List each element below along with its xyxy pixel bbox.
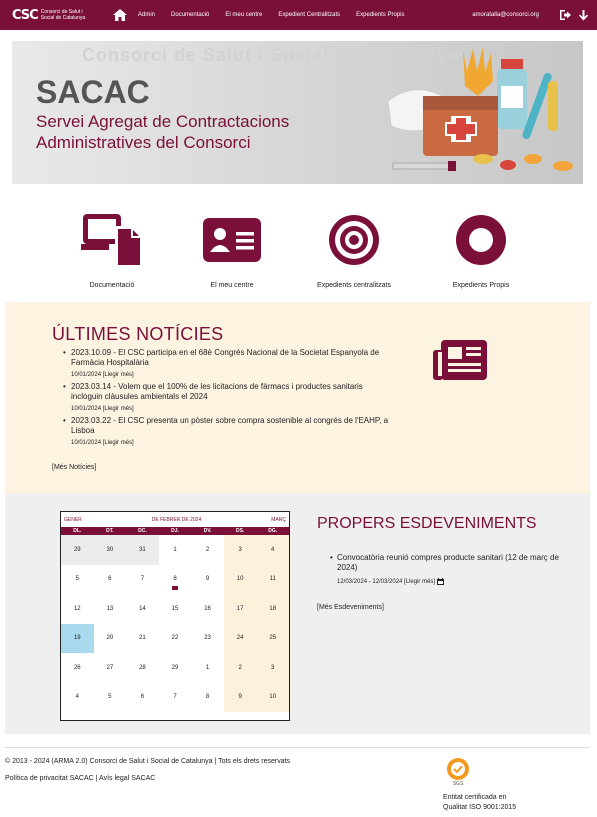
calendar-day[interactable]: 22 — [171, 635, 179, 642]
more-events-link[interactable]: [Més Esdeveniments] — [317, 604, 384, 611]
event-calendar — [60, 511, 290, 721]
footer-separator: | — [93, 775, 100, 782]
calendar-day[interactable]: 24 — [224, 624, 257, 654]
news-item-text[interactable]: • 2023.03.14 - Volem que el 100% de les licitacions de fàrmacs i productes sanitaris incloguin clàusules ambientals el 2024 — [65, 382, 395, 402]
calendar-day-with-event[interactable]: 8 — [159, 565, 192, 595]
calendar-day[interactable]: 5 — [75, 576, 79, 583]
news-item-text[interactable]: • 2023.10.09 - El CSC participa en el 68è Congrés Nacional de la Societat Espanyola de Farmàcia Hospitalària — [65, 348, 395, 368]
events-section — [5, 494, 590, 734]
quick-link-label: Documentació — [89, 282, 135, 289]
news-list — [65, 348, 395, 450]
news-entry — [65, 382, 395, 412]
news-section — [5, 302, 590, 494]
weekday-label: DJ. — [171, 528, 179, 534]
quick-link-expedients-propis[interactable] — [421, 212, 541, 289]
news-item-text[interactable]: • 2023.03.22 - El CSC presenta un pòster sobre compra sostenible al congrés de l'EAHP, a Lisboa — [65, 416, 395, 436]
calendar-prev-month[interactable]: GENER — [64, 516, 82, 523]
calendar-day[interactable]: 26 — [73, 664, 81, 671]
calendar-month-title: DE FEBRER DE 2024 — [151, 516, 202, 523]
news-item-meta[interactable]: 10/01/2024 [Llegir més] — [71, 372, 134, 378]
news-entry — [65, 416, 395, 446]
calendar-day[interactable]: 7 — [140, 576, 145, 583]
news-title: ÚLTIMES NOTÍCIES — [52, 324, 224, 344]
quick-link-expedients-centralitzats[interactable] — [294, 212, 414, 289]
footer-divider — [5, 747, 590, 748]
calendar-day[interactable]: 8 — [205, 694, 210, 701]
sgs-certification-badge-icon — [443, 756, 473, 786]
calendar-day[interactable]: 21 — [139, 635, 146, 642]
hero-banner — [12, 41, 583, 184]
calendar-day[interactable]: 19 — [61, 624, 94, 654]
calendar-header — [61, 512, 289, 527]
weekday-label: DV. — [203, 528, 212, 534]
cert-line-2: Qualitat ISO 9001:2015 — [443, 804, 517, 811]
legal-notice-link[interactable]: Avís legal SACAC — [99, 775, 156, 782]
calendar-day[interactable]: 25 — [256, 624, 289, 654]
top-navbar — [0, 0, 597, 30]
medical-supplies-illustration — [383, 41, 583, 184]
calendar-day[interactable]: 6 — [140, 694, 145, 701]
calendar-day[interactable]: 3 — [256, 653, 289, 683]
weekday-label: DT. — [106, 528, 114, 534]
calendar-day[interactable]: 3 — [224, 535, 257, 565]
event-item-text[interactable]: • Convocatòria reunió compres producte sanitari (12 de març de 2024) — [331, 553, 561, 573]
privacy-policy-link[interactable]: Política de privacitat SACAC — [5, 775, 94, 782]
calendar-day[interactable]: 14 — [139, 605, 146, 612]
nav-link-admin[interactable]: Admin — [138, 12, 156, 18]
calendar-day[interactable]: 27 — [106, 664, 114, 671]
logout-icon[interactable] — [559, 9, 571, 21]
nav-link-expedients-propis[interactable]: Expedients Propis — [356, 12, 405, 18]
quick-link-label: Expedients centralitzats — [317, 282, 391, 289]
iso-certification — [443, 756, 583, 813]
cert-line-1: Entitat certificada en — [443, 794, 507, 801]
user-email[interactable]: amoratalla@consorci.org — [472, 12, 539, 18]
more-news-link[interactable]: [Més Notícies] — [52, 464, 97, 471]
calendar-day[interactable]: 15 — [171, 605, 179, 612]
bullseye-icon — [326, 212, 382, 268]
calendar-day[interactable]: 4 — [256, 535, 289, 565]
home-icon[interactable] — [112, 7, 128, 23]
documents-icon — [81, 212, 143, 268]
download-arrow-icon[interactable] — [577, 9, 589, 21]
quick-link-label: El meu centre — [210, 282, 254, 289]
calendar-day[interactable]: 10 — [224, 565, 257, 595]
circle-dot-icon — [453, 212, 509, 268]
calendar-day[interactable]: 12 — [73, 605, 81, 612]
calendar-day[interactable]: 30 — [94, 535, 127, 565]
news-entry — [65, 348, 395, 378]
footer-copyright: © 2013 - 2024 (ARMA 2.0) Consorci de Salut i Social de Catalunya | Tots els drets reservats — [5, 758, 291, 765]
id-card-icon — [203, 212, 261, 268]
quick-link-el-meu-centre[interactable] — [172, 212, 292, 289]
calendar-day[interactable]: 13 — [106, 605, 114, 612]
calendar-day[interactable]: 17 — [224, 594, 257, 624]
calendar-day[interactable]: 20 — [106, 635, 114, 642]
weekday-label: DL. — [73, 528, 82, 534]
calendar-day[interactable]: 9 — [224, 683, 257, 713]
weekday-label: DS. — [235, 528, 245, 534]
events-title: PROPERS ESDEVENIMENTS — [317, 515, 537, 532]
calendar-next-month[interactable]: MARÇ — [271, 516, 286, 523]
nav-link-documentacio[interactable]: Documentació — [171, 12, 210, 18]
banner-subtitle: Servei Agregat de Contractacions Administratives del Consorci — [36, 112, 290, 152]
calendar-weekdays — [61, 527, 289, 535]
nav-link-expedient-centralitzats[interactable]: Expedient Centralitzats — [278, 12, 341, 18]
csc-logo[interactable] — [12, 8, 102, 23]
footer-links — [5, 775, 155, 782]
calendar-day[interactable]: 7 — [173, 694, 177, 701]
news-item-meta[interactable]: 10/01/2024 [Llegir més] — [71, 440, 134, 446]
banner-background-text: Consorci de Salut i Social de Catalunya — [82, 45, 460, 65]
calendar-day[interactable]: 1 — [205, 664, 210, 671]
nav-links — [138, 12, 420, 18]
calendar-day[interactable]: 10 — [256, 683, 289, 713]
calendar-day[interactable]: 18 — [256, 594, 289, 624]
calendar-day[interactable]: 31 — [126, 535, 159, 565]
calendar-day[interactable]: 16 — [204, 605, 211, 612]
calendar-day[interactable]: 4 — [75, 694, 79, 701]
nav-user-area — [472, 9, 589, 21]
weekday-label: DG. — [268, 528, 278, 534]
calendar-day[interactable]: 29 — [171, 664, 179, 671]
quick-links — [0, 212, 597, 302]
weekday-label: DC. — [138, 528, 147, 534]
calendar-day[interactable]: 9 — [205, 576, 210, 583]
calendar-day[interactable]: 2 — [224, 653, 257, 683]
calendar-icon[interactable] — [437, 578, 444, 585]
news-item-meta[interactable]: 10/01/2024 [Llegir més] — [71, 406, 134, 412]
calendar-day[interactable]: 11 — [256, 565, 289, 595]
calendar-grid — [61, 535, 289, 712]
calendar-day[interactable]: 29 — [61, 535, 94, 565]
calendar-day[interactable]: 23 — [204, 635, 211, 642]
calendar-day[interactable]: 1 — [173, 546, 177, 553]
banner-title: SACAC — [36, 74, 150, 110]
quick-link-label: Expedients Propis — [452, 282, 510, 289]
event-item-meta — [337, 578, 444, 585]
calendar-day[interactable]: 5 — [108, 694, 112, 701]
certification-text — [443, 793, 583, 813]
newspaper-icon — [433, 338, 487, 382]
nav-link-el-meu-centre[interactable]: El meu centre — [225, 12, 263, 18]
cert-badge-text: SGS — [452, 781, 464, 786]
logo-mark: CSC — [12, 7, 38, 23]
calendar-day[interactable]: 2 — [205, 546, 210, 553]
logo-text: Consorci de Salut i Social de Catalunya — [40, 9, 86, 21]
quick-link-documentacio[interactable] — [52, 212, 172, 289]
calendar-day[interactable]: 28 — [139, 664, 146, 671]
event-date-link[interactable]: 12/03/2024 - 12/03/2024 [Llegir més] — [337, 578, 436, 585]
calendar-day[interactable]: 6 — [108, 576, 112, 583]
